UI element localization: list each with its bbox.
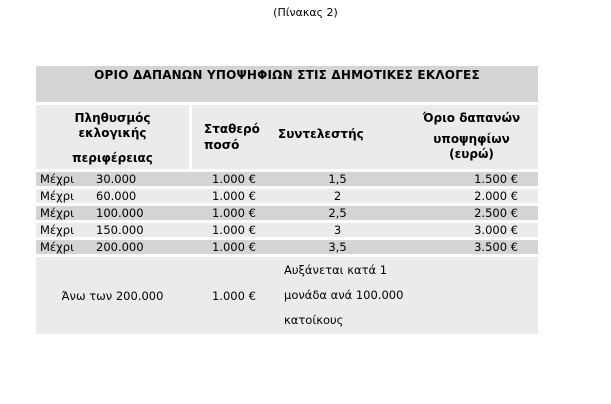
cell-limit: 2.000 € — [405, 189, 538, 203]
spending-limit-table — [36, 63, 538, 337]
cell-prefix: Μέχρι — [40, 223, 74, 237]
cell-fixed: 1.000 € — [192, 206, 270, 220]
table-row-above-200000 — [36, 257, 538, 334]
cell-population-value: 100.000 — [96, 206, 144, 220]
cell-coefficient-note: Αυξάνεται κατά 1 μονάδα ανά 100.000 κατοίκους — [270, 257, 538, 334]
table-row — [36, 172, 538, 186]
cell-prefix: Μέχρι — [40, 172, 74, 186]
cell-prefix: Μέχρι — [40, 240, 74, 254]
cell-prefix: Μέχρι — [40, 206, 74, 220]
cell-population — [36, 189, 189, 203]
table-row — [36, 240, 538, 254]
cell-limit: 1.500 € — [405, 172, 538, 186]
header-spending-limit: Όριο δαπανών υποψηφίων (ευρώ) — [405, 105, 538, 169]
cell-coefficient: 2 — [270, 189, 405, 203]
table-caption: (Πίνακας 2) — [273, 6, 338, 19]
cell-prefix: Μέχρι — [40, 189, 74, 203]
cell-coefficient: 1,5 — [270, 172, 405, 186]
cell-population-value: 60.000 — [96, 189, 137, 203]
cell-fixed: 1.000 € — [192, 172, 270, 186]
table-row — [36, 206, 538, 220]
cell-population — [36, 240, 189, 254]
cell-fixed: 1.000 € — [192, 189, 270, 203]
cell-population — [36, 223, 189, 237]
table-row — [36, 189, 538, 203]
cell-limit: 2.500 € — [405, 206, 538, 220]
cell-fixed: 1.000 € — [192, 240, 270, 254]
cell-population-value: 30.000 — [96, 172, 137, 186]
cell-population-value: 150.000 — [96, 223, 144, 237]
cell-coefficient: 3,5 — [270, 240, 405, 254]
header-row — [36, 105, 538, 169]
header-fixed-amount: Σταθερό ποσό — [192, 105, 270, 169]
cell-fixed: 1.000 € — [192, 257, 270, 334]
cell-population: Άνω των 200.000 — [36, 257, 189, 334]
cell-coefficient: 3 — [270, 223, 405, 237]
cell-population — [36, 172, 189, 186]
table-title: ΟΡΙΟ ΔΑΠΑΝΩΝ ΥΠΟΨΗΦΙΩΝ ΣΤΙΣ ΔΗΜΟΤΙΚΕΣ ΕΚΛΟΓΕΣ — [36, 66, 538, 102]
cell-fixed: 1.000 € — [192, 223, 270, 237]
table-row — [36, 223, 538, 237]
cell-limit: 3.500 € — [405, 240, 538, 254]
header-coefficient: Συντελεστής — [270, 105, 405, 169]
cell-population — [36, 206, 189, 220]
cell-limit: 3.000 € — [405, 223, 538, 237]
cell-population-value: 200.000 — [96, 240, 144, 254]
cell-coefficient: 2,5 — [270, 206, 405, 220]
header-population: Πληθυσμός εκλογικής περιφέρειας — [36, 105, 189, 169]
